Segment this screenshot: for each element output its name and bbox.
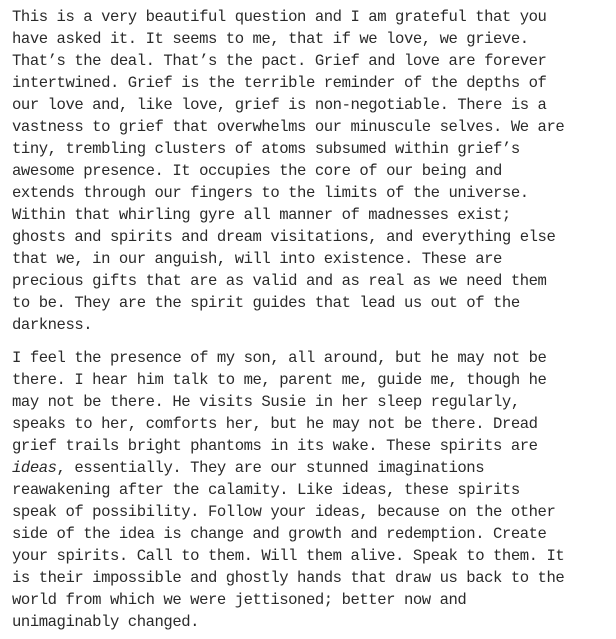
text-line: ghosts and spirits and dream visitations, and everything else bbox=[12, 228, 556, 246]
text-line: darkness. bbox=[12, 316, 93, 334]
text-line: may not be there. He visits Susie in her sleep regularly, bbox=[12, 393, 520, 411]
text-line: tiny, trembling clusters of atoms subsumed within grief’s bbox=[12, 140, 520, 158]
text-line: precious gifts that are as valid and as real as we need them bbox=[12, 272, 547, 290]
text-line: world from which we were jettisoned; better now and bbox=[12, 591, 467, 609]
text-line: reawakening after the calamity. Like ideas, these spirits bbox=[12, 481, 520, 499]
text-line: your spirits. Call to them. Will them alive. Speak to them. It bbox=[12, 547, 565, 565]
text-line: intertwined. Grief is the terrible reminder of the depths of bbox=[12, 74, 547, 92]
text-line: vastness to grief that overwhelms our minuscule selves. We are bbox=[12, 118, 565, 136]
text-line: grief trails bright phantoms in its wake. These spirits are bbox=[12, 437, 538, 455]
line-remainder: , essentially. They are our stunned imaginations bbox=[56, 459, 485, 477]
text-line: that we, in our anguish, will into existence. These are bbox=[12, 250, 502, 268]
text-line: extends through our fingers to the limits of the universe. bbox=[12, 184, 529, 202]
emphasized-word: ideas bbox=[12, 459, 57, 477]
text-line-with-emphasis bbox=[12, 457, 612, 479]
text-line: unimaginably changed. bbox=[12, 613, 200, 631]
text-line: speaks to her, comforts her, but he may not be there. Dread bbox=[12, 415, 538, 433]
text-line: That’s the deal. That’s the pact. Grief and love are forever bbox=[12, 52, 547, 70]
text-line: to be. They are the spirit guides that lead us out of the bbox=[12, 294, 520, 312]
paragraph-1 bbox=[12, 6, 612, 336]
paragraph-2 bbox=[12, 347, 612, 633]
text-line: have asked it. It seems to me, that if we love, we grieve. bbox=[12, 30, 529, 48]
text-line: This is a very beautiful question and I am grateful that you bbox=[12, 8, 547, 26]
text-line: speak of possibility. Follow your ideas, because on the other bbox=[12, 503, 556, 521]
text-line: awesome presence. It occupies the core of our being and bbox=[12, 162, 502, 180]
text-line: our love and, like love, grief is non-negotiable. There is a bbox=[12, 96, 547, 114]
text-line: I feel the presence of my son, all around, but he may not be bbox=[12, 349, 547, 367]
text-line: is their impossible and ghostly hands that draw us back to the bbox=[12, 569, 565, 587]
document-body bbox=[12, 6, 612, 633]
text-line: there. I hear him talk to me, parent me, guide me, though he bbox=[12, 371, 547, 389]
text-line: Within that whirling gyre all manner of madnesses exist; bbox=[12, 206, 511, 224]
text-line: side of the idea is change and growth and redemption. Create bbox=[12, 525, 547, 543]
